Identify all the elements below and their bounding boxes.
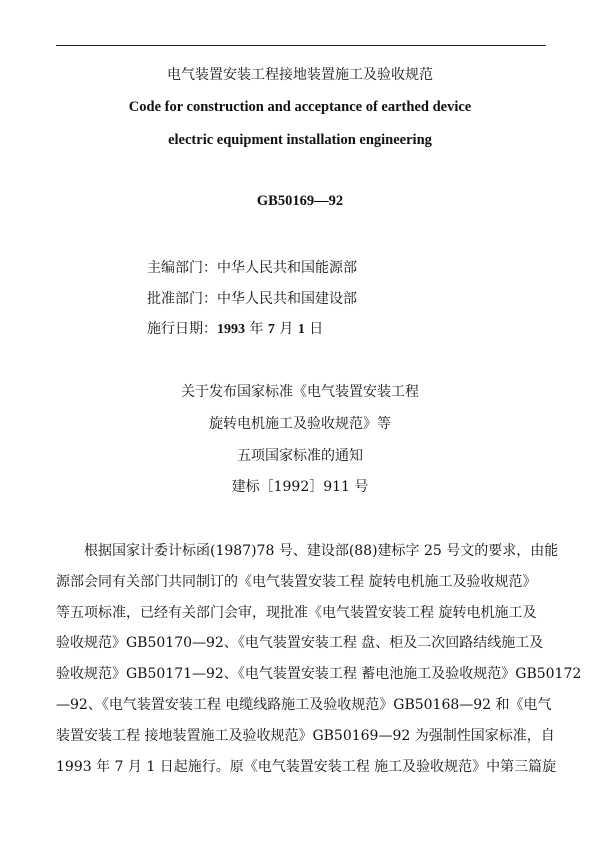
effective-day: 1 (297, 322, 305, 337)
standard-number: GB50169—92 (256, 193, 344, 209)
title-chinese: 电气装置安装工程接地装置施工及验收规范 (167, 67, 433, 83)
top-rule (56, 45, 546, 46)
chief-editor-value: 中华人民共和国能源部 (217, 260, 357, 276)
chief-editor-row (147, 257, 357, 277)
notice-document-number: 建标［1992］911 号 (231, 479, 369, 495)
body-line: 等五项标准，已经有关部门会审，现批准《电气装置安装工程 旋转电机施工及 (56, 605, 537, 621)
notice-title-line2: 旋转电机施工及验收规范》等 (209, 416, 391, 432)
title-english-line2: electric equipment installation engineering (168, 132, 432, 148)
effective-date-row (147, 318, 323, 338)
effective-date-label: 施行日期： (147, 321, 217, 337)
effective-year: 1993 (217, 322, 245, 337)
body-line: 根据国家计委计标函(1987)78 号、建设部(88)建标字 25 号文的要求，由能 (84, 543, 559, 559)
approval-value: 中华人民共和国建设部 (217, 291, 357, 307)
body-line: 源部会同有关部门共同制订的《电气装置安装工程 旋转电机施工及验收规范》 (56, 574, 537, 590)
title-english-line1: Code for construction and acceptance of earthed device (128, 99, 472, 115)
effective-day-unit: 日 (304, 321, 324, 337)
body-line: 1993 年 7 月 1 日起施行。原《电气装置安装工程 施工及验收规范》中第三篇旋 (56, 759, 557, 775)
effective-month: 7 (267, 322, 275, 337)
body-line: 装置安装工程 接地装置施工及验收规范》GB50169—92 为强制性国家标准，自 (56, 728, 555, 744)
notice-title-line3: 五项国家标准的通知 (237, 448, 363, 464)
approval-row (147, 288, 357, 308)
chief-editor-label: 主编部门： (147, 260, 217, 276)
approval-label: 批准部门： (147, 291, 217, 307)
effective-year-unit: 年 (245, 321, 268, 337)
effective-month-unit: 月 (274, 321, 298, 337)
notice-title-line1: 关于发布国家标准《电气装置安装工程 (181, 384, 419, 400)
body-line: 验收规范》GB50170—92、《电气装置安装工程 盘、柜及二次回路结线施工及 (56, 635, 544, 651)
body-line: 验收规范》GB50171—92、《电气装置安装工程 蓄电池施工及验收规范》GB50172 (56, 666, 582, 682)
body-line: —92、《电气装置安装工程 电缆线路施工及验收规范》GB50168—92 和《电气 (56, 697, 552, 713)
